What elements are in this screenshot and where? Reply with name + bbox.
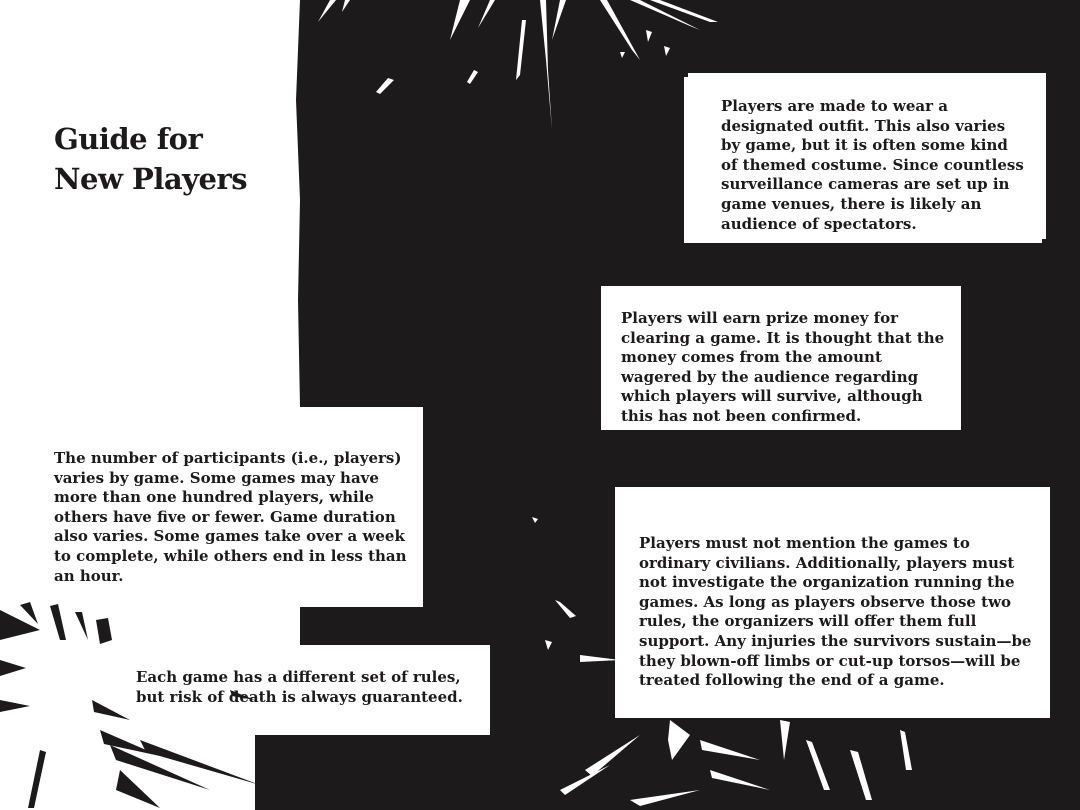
participants-panel bbox=[54, 449, 414, 589]
secrecy-panel bbox=[619, 487, 1050, 718]
title-line-1: Guide for bbox=[54, 122, 203, 156]
title-line-2: New Players bbox=[54, 162, 248, 196]
outfit-text: Players are made to wear a designated outfit. This also varies by game, but it is often some kind of themed costume. Since countless surveillance cameras are set up in game venues, there is likely an audience of spectators. bbox=[721, 97, 1024, 233]
participants-text: The number of participants (i.e., players) varies by game. Some games may have more than one hundred players, while others have five or fewer. Game duration also varies. Some games take over a week to complete, while others end in less than an hour. bbox=[54, 449, 407, 585]
outfit-panel bbox=[688, 73, 1046, 239]
rules-panel bbox=[136, 668, 476, 718]
page-title bbox=[54, 119, 247, 199]
prize-panel bbox=[601, 286, 961, 430]
secrecy-text: Players must not mention the games to ordinary civilians. Additionally, players must not investigate the organization running the games. As long as players observe those two rules, the organizers will offer them full support. Any injuries the survivors sustain—be they blown-off limbs or cut-up torsos—will be treated following the end of a game. bbox=[639, 534, 1032, 690]
prize-text: Players will earn prize money for clearing a game. It is thought that the money comes from the amount wagered by the audience regarding which players will survive, although this has not been confirmed. bbox=[621, 309, 945, 425]
rules-text: Each game has a different set of rules, but risk of death is always guaranteed. bbox=[136, 668, 463, 706]
